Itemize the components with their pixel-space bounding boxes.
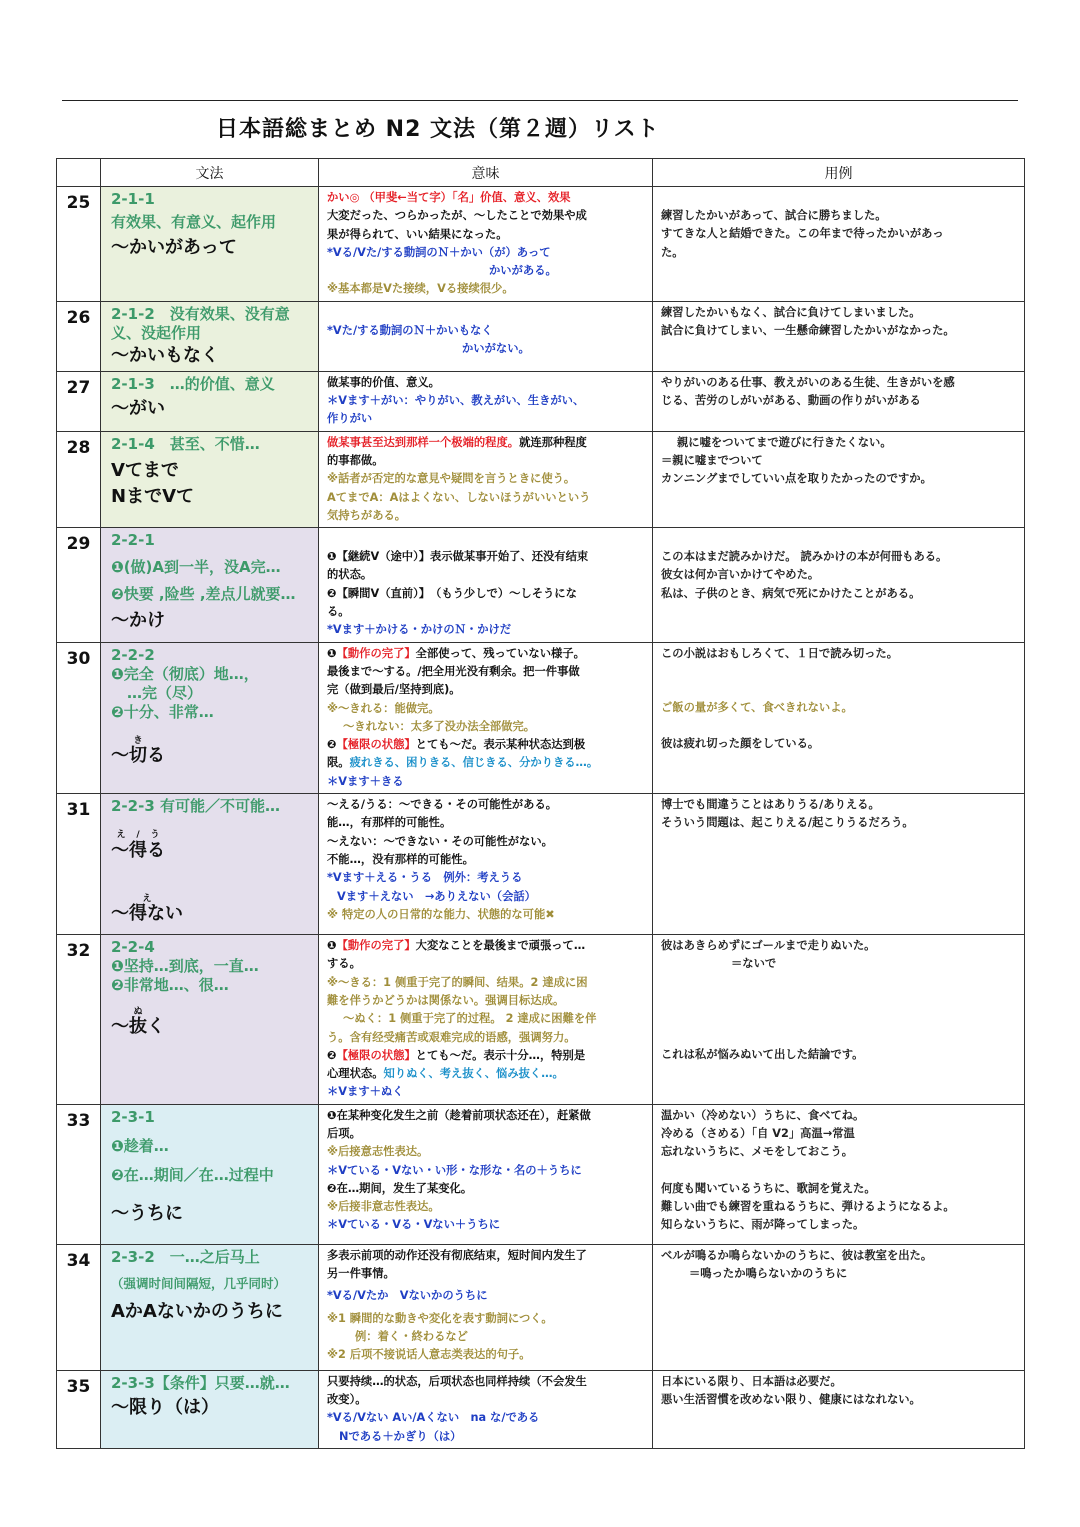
meaning-line: *Vる/Vた/する動詞のＮ＋かい（が）あって <box>327 245 551 259</box>
example-line: 練習したかいもなく、試合に負けてしまいました。 <box>661 305 921 319</box>
example-line: 悪い生活習慣を改めない限り、健康にはなれない。 <box>661 1392 921 1406</box>
marker: ❶ <box>327 646 337 660</box>
meaning-line: Nである＋かぎり（は） <box>339 1429 462 1443</box>
grammar-sub: ❷非常地…、很… <box>111 976 229 995</box>
example-line: 難しい曲でも練習を重ねるうちに、弾けるようになるよ。 <box>661 1199 955 1213</box>
form-base: ～得る <box>111 840 165 862</box>
meaning-line: 另一件事情。 <box>327 1266 395 1280</box>
meaning-line: ～えない：～できない・その可能性がない。 <box>327 834 553 848</box>
meaning-cell <box>319 794 653 935</box>
example-cell <box>653 187 1025 302</box>
grammar-sub: ❶趁着… <box>111 1136 169 1155</box>
example-line: 練習したかいがあって、試合に勝ちました。 <box>661 209 887 222</box>
meaning-line: る。 <box>327 605 350 619</box>
grammar-form: ～がい <box>111 397 165 419</box>
meaning-line: ※ 特定の人の日常的な能力、状態的な可能✖ <box>327 907 555 921</box>
grammar-form <box>111 830 312 864</box>
example-line: すてきな人と結婚できた。この年まで待ったかいがあっ <box>661 227 944 241</box>
grammar-cell <box>101 1244 319 1370</box>
meaning-line: 果が得られて、いい結果になった。 <box>327 227 508 241</box>
example-line: カンニングまでしていい点を取りたかったのですか。 <box>661 472 932 486</box>
marker: ❷ <box>327 738 337 752</box>
grammar-sub: ❷快要 ,险些 ,差点儿就要… <box>111 585 296 604</box>
grammar-cell <box>101 935 319 1105</box>
grammar-form: ～限り（は） <box>111 1396 219 1418</box>
form-base: ～抜く <box>111 1016 165 1038</box>
row-number: 26 <box>57 301 101 371</box>
grammar-sub: （强调时间间隔短，几乎同时） <box>111 1275 287 1291</box>
example-cell <box>653 1370 1025 1448</box>
form-reading: え <box>111 894 183 905</box>
form-base: ～得ない <box>111 903 183 925</box>
table-row <box>57 1244 1025 1370</box>
meaning-line: ※話者が否定的な意見や疑問を言うときに使う。 <box>327 472 576 486</box>
meaning-cell <box>319 301 653 371</box>
grammar-sub: ❷在…期间／在…过程中 <box>111 1165 274 1184</box>
header-grammar: 文法 <box>101 159 319 187</box>
meaning-line: ※基本都是Vた接续，Vる接续很少。 <box>327 282 514 296</box>
meaning-cell <box>319 1244 653 1370</box>
example-line: 冷める（さめる）「自 V2」高温→常温 <box>661 1126 855 1140</box>
example-line: 温かい（冷めない）うちに、食べてね。 <box>661 1108 865 1122</box>
example-line: 忘れないうちに、メモをしておこう。 <box>661 1145 854 1159</box>
meaning-tag: 【動作の完了】 <box>336 939 416 953</box>
grammar-code: 2-2-2 <box>111 645 155 664</box>
meaning-line: ＊Vます＋きる <box>327 774 404 788</box>
meaning-text: 限。 <box>327 756 350 770</box>
meaning-line: ❶【継続V（途中）】表示做某事开始了、还没有结束 <box>327 550 589 564</box>
meaning-line: ❷【瞬間V（直前）】 （もう少しで）～しそうにな <box>327 586 577 600</box>
meaning-line: 只要持续…的状态，后项状态也同样持续（不会发生 <box>327 1374 587 1388</box>
meaning-text: 大変なことを最後まで頑張って… <box>415 939 586 953</box>
example-line: 彼はあきらめずにゴールまで走りぬいた。 <box>661 939 876 953</box>
meaning-line: 的事都做。 <box>327 453 384 467</box>
grammar-sub: ❶坚持…到底，一直… <box>111 957 259 976</box>
form-reading: き <box>111 735 165 746</box>
meaning-line: ※～きれる：能做完。 <box>327 701 440 715</box>
example-cell <box>653 431 1025 527</box>
meaning-line: *Vた/する動詞のＮ＋かいもなく <box>327 323 493 337</box>
meaning-line: *Vる/Vたか Vないかのうちに <box>327 1289 488 1303</box>
grammar-cell <box>101 1104 319 1244</box>
meaning-line: 的状态。 <box>327 568 373 582</box>
grammar-cell <box>101 371 319 431</box>
example-line: この本はまだ読みかけだ。 読みかけの本が何冊もある。 <box>661 550 948 564</box>
meaning-line: 気持ちがある。 <box>327 508 407 522</box>
form-base: ～切る <box>111 744 165 766</box>
grammar-cell <box>101 1370 319 1448</box>
grammar-sub: 有效果、有意义、起作用 <box>111 213 277 231</box>
meaning-cell <box>319 935 653 1105</box>
meaning-line: 作りがい <box>327 412 373 426</box>
meaning-cell <box>319 431 653 527</box>
table-row <box>57 1104 1025 1244</box>
grammar-sub: ❶(做)A到一半，没A完… <box>111 558 281 577</box>
row-number: 35 <box>57 1370 101 1448</box>
grammar-sub: ❶完全（彻底）地…， <box>111 664 259 683</box>
grammar-code: 2-2-1 <box>111 531 155 550</box>
example-line: 私は、子供のとき、病気で死にかけたことがある。 <box>661 586 921 600</box>
grammar-code: 2-3-3【条件】只要…就… <box>111 1373 290 1392</box>
grammar-code: 2-1-2 没有效果、没有意 <box>111 304 290 323</box>
grammar-form: NまでVて <box>111 485 194 507</box>
table-row <box>57 935 1025 1105</box>
meaning-line: ＊Vます＋ぬく <box>327 1085 404 1099</box>
example-cell <box>653 1244 1025 1370</box>
example-line: ベルが鳴るか鳴らないかのうちに、彼は教室を出た。 <box>661 1248 933 1262</box>
meaning-highlight: 知りぬく、考え抜く、悩み抜く…。 <box>383 1067 564 1081</box>
grammar-code: 2-1-3 …的价值、意义 <box>111 374 275 393</box>
example-cell <box>653 642 1025 793</box>
meaning-line: 多表示前项的动作还没有彻底结束，短时间内发生了 <box>327 1248 587 1262</box>
grammar-form: Vてまで <box>111 459 179 481</box>
example-line: やりがいのある仕事、教えがいのある生徒、生きがいを感 <box>661 375 955 389</box>
grammar-cell <box>101 528 319 642</box>
example-line: ＝ないで <box>731 957 777 971</box>
grammar-form: AかAないかのうちに <box>111 1300 283 1322</box>
grammar-cell <box>101 301 319 371</box>
table-row <box>57 528 1025 642</box>
meaning-text: とても～だ。表示十分…，特别是 <box>415 1048 586 1062</box>
table-row <box>57 371 1025 431</box>
example-cell <box>653 1104 1025 1244</box>
meaning-line: かい◎ （甲斐←当て字）「名」价值、意义、效果 <box>327 191 571 204</box>
meaning-line: う。含有经受痛苦或艰难完成的语感，强调努力。 <box>327 1030 576 1044</box>
form-reading: え/う <box>111 830 165 841</box>
row-number: 31 <box>57 794 101 935</box>
meaning-line: Vます＋えない →ありえない（会話） <box>337 889 536 903</box>
meaning-line: ～える/うる：～できる・その可能性がある。 <box>327 798 558 812</box>
example-line: 博士でも間違うことはありうる/ありえる。 <box>661 798 880 812</box>
meaning-line: *Vます＋かける・かけのＮ・かけだ <box>327 623 512 637</box>
grammar-sub: ❷十分、非常… <box>111 702 214 721</box>
header-number <box>57 159 101 187</box>
meaning-line: ❶在某种变化发生之前（趁着前项状态还在），赶紧做 <box>327 1108 591 1122</box>
meaning-line: 例：着く・終わるなど <box>355 1329 468 1343</box>
meaning-line: かいがない。 <box>462 342 530 356</box>
example-line: 日本にいる限り、日本語は必要だ。 <box>661 1374 842 1388</box>
example-cell <box>653 935 1025 1105</box>
grammar-form <box>111 736 312 769</box>
meaning-line: ※～きる：1 侧重于完了的瞬间、结果。2 達成に困 <box>327 975 588 989</box>
row-number: 29 <box>57 528 101 642</box>
meaning-line: *Vる/Vない Aい/Aくない na な/である <box>327 1411 540 1425</box>
example-line: この小説はおもしろくて、１日で読み切った。 <box>661 646 899 660</box>
row-number: 28 <box>57 431 101 527</box>
meaning-line: ※1 瞬間的な動きや変化を表す動詞につく。 <box>327 1311 553 1325</box>
grammar-code: 2-2-3 有可能／不可能… <box>111 797 280 816</box>
meaning-line: ❷在…期间，发生了某变化。 <box>327 1181 473 1195</box>
meaning-text: 就连那种程度 <box>519 435 587 449</box>
example-line: た。 <box>661 245 684 259</box>
meaning-line: かいがある。 <box>489 264 557 278</box>
grammar-form <box>111 894 312 927</box>
top-rule <box>62 100 1018 101</box>
header-row <box>57 159 1025 187</box>
meaning-cell <box>319 187 653 302</box>
grammar-form: ～かけ <box>111 610 165 632</box>
meaning-line: 改变）。 <box>327 1392 367 1406</box>
meaning-line: ～きれない：太多了没办法全部做完。 <box>343 719 536 733</box>
example-cell <box>653 301 1025 371</box>
table-row <box>57 301 1025 371</box>
meaning-line: ＊Vます＋がい：やりがい、教えがい、生きがい、 <box>327 394 585 408</box>
example-cell <box>653 371 1025 431</box>
grammar-table <box>56 158 1025 1449</box>
meaning-line: *Vます＋える・うる 例外：考えうる <box>327 871 523 885</box>
grammar-cell <box>101 187 319 302</box>
example-line: ご飯の量が多くて、食べきれないよ。 <box>661 700 853 714</box>
grammar-sub: 义、没起作用 <box>111 323 202 342</box>
grammar-form: ～うちに <box>111 1202 183 1224</box>
meaning-cell <box>319 371 653 431</box>
meaning-tag: 【極限の状態】 <box>336 1048 416 1062</box>
example-line: 知らないうちに、雨が降ってしまった。 <box>661 1218 865 1232</box>
grammar-code: 2-2-4 <box>111 938 155 957</box>
table-row <box>57 1370 1025 1448</box>
marker: ❷ <box>327 1048 337 1062</box>
row-number: 34 <box>57 1244 101 1370</box>
meaning-line: ＊Vている・Vる・Vない＋うちに <box>327 1218 501 1232</box>
grammar-form: ～かいもなく <box>111 344 219 366</box>
grammar-code: 2-1-1 <box>111 190 155 208</box>
grammar-sub: …完（尽） <box>127 683 203 702</box>
meaning-line: 完（做到最后/坚持到底)。 <box>327 683 461 697</box>
meaning-line: 能…，有那样的可能性。 <box>327 816 452 830</box>
meaning-line: 難を伴うかどうかは関係ない。强调目标达成。 <box>327 993 565 1007</box>
meaning-line: ※2 后项不接说话人意志类表达的句子。 <box>327 1348 531 1362</box>
grammar-cell <box>101 642 319 793</box>
example-cell <box>653 794 1025 935</box>
meaning-line: ＊Vている・Vない・い形・な形な・名の＋うちに <box>327 1163 582 1177</box>
meaning-line: 大変だった、つらかったが、～したことで効果や成 <box>327 209 587 223</box>
meaning-highlight: 疲れきる、困りきる、信じきる、分かりきる…。 <box>349 756 599 770</box>
row-number: 32 <box>57 935 101 1105</box>
meaning-line: する。 <box>327 957 361 971</box>
example-line: ＝親に嘘までついて <box>661 453 763 467</box>
example-cell <box>653 528 1025 642</box>
example-line: 親に嘘をついてまで遊びに行きたくない。 <box>677 435 892 449</box>
example-line: 何度も聞いているうちに、歌詞を覚えた。 <box>661 1181 876 1195</box>
meaning-line: 做某事的价值、意义。 <box>327 375 440 389</box>
meaning-line: ※后接意志性表达。 <box>327 1145 429 1159</box>
grammar-form: ～かいがあって <box>111 237 237 258</box>
grammar-code: 2-1-4 甚至、不惜… <box>111 434 260 453</box>
header-example: 用例 <box>653 159 1025 187</box>
meaning-line: 最後まで～する。/把全用光没有剩余。把一件事做 <box>327 664 580 678</box>
meaning-tag: 【動作の完了】 <box>336 646 416 660</box>
row-number: 27 <box>57 371 101 431</box>
grammar-code: 2-3-2 一…之后马上 <box>111 1247 260 1266</box>
row-number: 33 <box>57 1104 101 1244</box>
meaning-line: 后项。 <box>327 1126 361 1140</box>
example-line: ＝鳴ったか鳴らないかのうちに <box>689 1266 848 1280</box>
meaning-line: AてまでA：Aはよくない、しないほうがいいという <box>327 490 591 504</box>
row-number: 25 <box>57 187 101 302</box>
example-line: そういう問題は、起こりえる/起こりうるだろう。 <box>661 816 914 830</box>
example-line: これは私が悩みぬいて出した結論です。 <box>661 1047 864 1061</box>
grammar-form <box>111 1007 312 1040</box>
meaning-text: 心理状态。 <box>327 1067 384 1081</box>
meaning-text: 全部使って、残っていない様子。 <box>415 646 585 660</box>
grammar-code: 2-3-1 <box>111 1107 155 1126</box>
meaning-tag: 【極限の状態】 <box>336 738 416 752</box>
table-row <box>57 431 1025 527</box>
meaning-cell <box>319 1104 653 1244</box>
table-row <box>57 794 1025 935</box>
example-line: 彼女は何か言いかけてやめた。 <box>661 568 820 582</box>
meaning-text: とても～だ。表示某种状态达到极 <box>415 738 586 752</box>
example-line: 試合に負けてしまい、一生懸命練習したかいがなかった。 <box>661 324 955 338</box>
grammar-cell <box>101 431 319 527</box>
table-row <box>57 187 1025 302</box>
meaning-cell <box>319 1370 653 1448</box>
row-number: 30 <box>57 642 101 793</box>
meaning-line: ※后接非意志性表达。 <box>327 1200 440 1214</box>
meaning-line: 不能…，没有那样的可能性。 <box>327 852 474 866</box>
example-line: じる、苦労のしがいがある、動画の作りがいがある <box>661 394 921 408</box>
document-title: 日本語総まとめ N2 文法（第２週）リスト <box>216 117 660 142</box>
marker: ❶ <box>327 939 337 953</box>
meaning-cell <box>319 528 653 642</box>
meaning-cell <box>319 642 653 793</box>
form-reading: ぬ <box>111 1007 165 1018</box>
table-row <box>57 642 1025 793</box>
meaning-line: ～ぬく：1 侧重于完了的过程。 2 達成に困難を伴 <box>343 1012 597 1026</box>
example-line: 彼は疲れ切った顔をしている。 <box>661 737 820 751</box>
grammar-cell <box>101 794 319 935</box>
meaning-highlight: 做某事甚至达到那样一个极端的程度。 <box>327 435 520 449</box>
header-meaning: 意味 <box>319 159 653 187</box>
